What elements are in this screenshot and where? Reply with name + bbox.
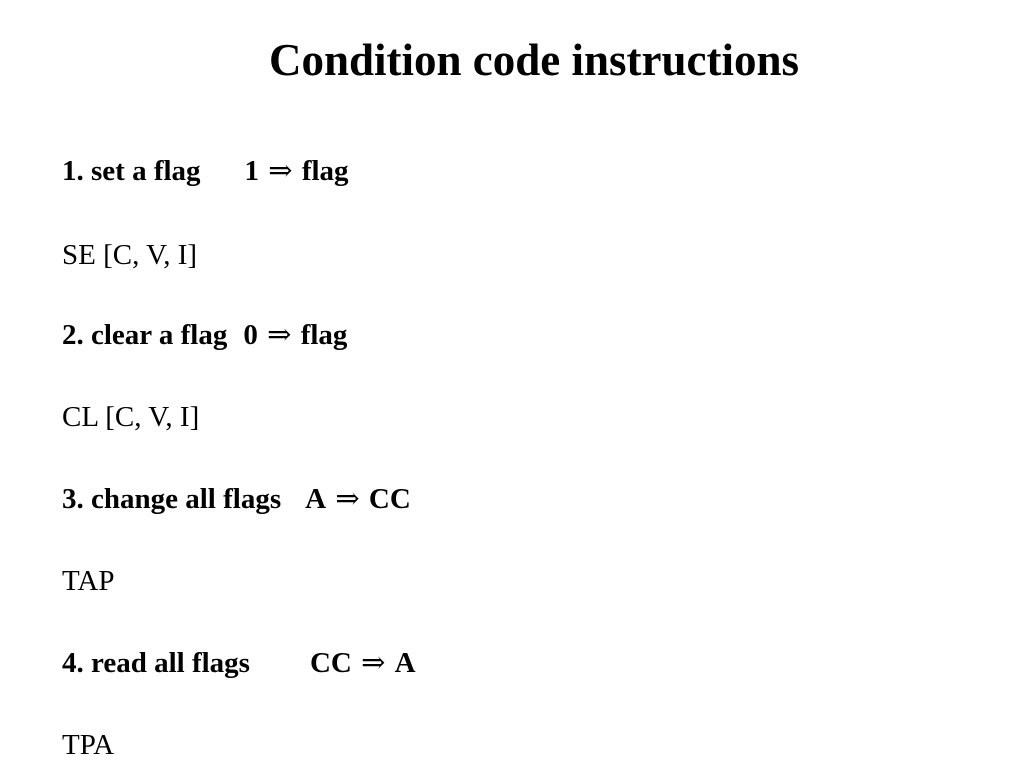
section-4-instruction: TPA xyxy=(62,729,115,761)
section-1-source: 1 xyxy=(244,155,260,187)
section-4-target: A xyxy=(394,647,416,679)
implies-arrow-icon: ⇒ xyxy=(267,319,292,351)
section-3-heading-line xyxy=(62,481,411,517)
section-3-label: 3. change all flags xyxy=(62,483,282,515)
implies-arrow-icon: ⇒ xyxy=(268,155,293,187)
section-3-target: CC xyxy=(368,483,411,515)
section-4-heading-line xyxy=(62,645,416,681)
section-2-heading-line xyxy=(62,317,347,353)
section-4-label: 4. read all flags xyxy=(62,647,250,679)
section-2-target: flag xyxy=(300,319,348,351)
section-3-instruction: TAP xyxy=(62,565,115,597)
section-3-source: A xyxy=(305,483,327,515)
section-4-source: CC xyxy=(309,647,352,679)
section-1-target: flag xyxy=(301,155,349,187)
section-1-instruction: SE [C, V, I] xyxy=(62,239,198,271)
section-2-instruction: CL [C, V, I] xyxy=(62,401,200,433)
slide-title: Condition code instructions xyxy=(268,35,800,85)
implies-arrow-icon: ⇒ xyxy=(361,647,386,679)
implies-arrow-icon: ⇒ xyxy=(335,483,360,515)
section-2-label: 2. clear a flag xyxy=(62,319,228,351)
section-1-label: 1. set a flag xyxy=(62,155,201,187)
section-1-heading-line xyxy=(62,153,349,189)
section-2-source: 0 xyxy=(243,319,258,351)
